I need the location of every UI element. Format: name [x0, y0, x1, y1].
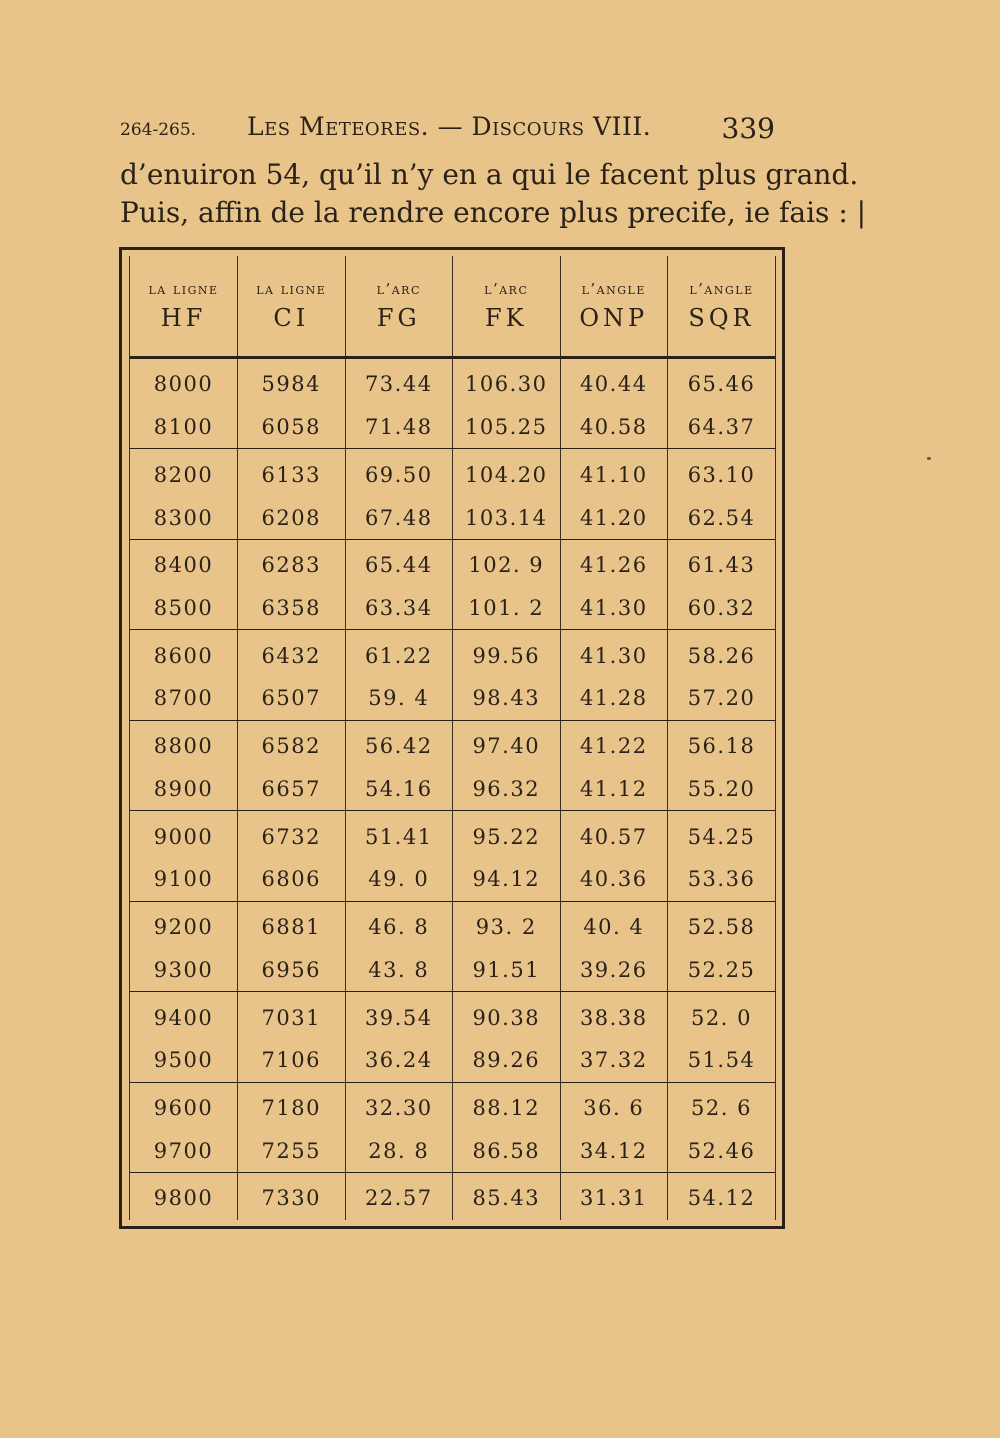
table-cell: 86.58 [453, 1129, 561, 1172]
table-cell: 101. 2 [453, 587, 561, 630]
table-cell: 65.46 [687, 372, 756, 397]
table-cell: 6507 [238, 677, 346, 720]
table-cell: 8700 [130, 677, 238, 720]
table-row [130, 1039, 775, 1082]
table-cell: 96.32 [453, 768, 561, 811]
table-cell: 71.48 [345, 406, 453, 449]
table-cell: 40.57 [560, 811, 668, 858]
table-body [130, 358, 775, 1221]
table-row [130, 811, 775, 858]
column-header-small: l’arc [376, 280, 421, 298]
table-cell: 22.57 [345, 1172, 453, 1220]
table-cell: 52. 0 [691, 1005, 752, 1030]
table-cell: 85.43 [453, 1172, 561, 1220]
table-cell: 104.20 [453, 449, 561, 496]
table-cell: 105.25 [453, 406, 561, 449]
table-row [130, 1129, 775, 1172]
table-cell: 54.16 [345, 768, 453, 811]
table-cell: 9000 [130, 811, 238, 858]
table-cell: 99.56 [453, 630, 561, 677]
table-row [130, 1172, 775, 1220]
table-cell: 8500 [130, 587, 238, 630]
table-cell: 9600 [130, 1082, 238, 1129]
table-cell: 88.12 [453, 1082, 561, 1129]
table-row [130, 539, 775, 586]
table-cell: 40.36 [560, 858, 668, 901]
table-row [130, 992, 775, 1039]
table-cell: 67.48 [345, 496, 453, 539]
table-cell: 7106 [238, 1039, 346, 1082]
table-cell: 52.46 [668, 1129, 776, 1172]
column-header-big: ONP [579, 304, 649, 332]
table-cell: 90.38 [453, 992, 561, 1039]
column-header-small: l’angle [689, 280, 754, 298]
table-cell: 40. 4 [560, 901, 668, 948]
table-cell: 46. 8 [345, 901, 453, 948]
table-row [130, 496, 775, 539]
table-cell: 91.51 [453, 948, 561, 991]
table-cell: 95.22 [453, 811, 561, 858]
column-header-small: l’arc [484, 280, 529, 298]
table-cell: 103.14 [453, 496, 561, 539]
table-cell: 8900 [130, 768, 238, 811]
table-cell: 6358 [238, 587, 346, 630]
table-row [130, 948, 775, 991]
table-cell: 9300 [130, 948, 238, 991]
table-row [130, 630, 775, 677]
table-cell: 94.12 [453, 858, 561, 901]
column-header [453, 256, 561, 358]
table-cell: 63.34 [345, 587, 453, 630]
table-cell: 9200 [130, 901, 238, 948]
table-cell: 102. 9 [453, 539, 561, 586]
table-cell: 36.24 [345, 1039, 453, 1082]
table-cell: 8200 [130, 449, 238, 496]
table-cell: 8000 [130, 358, 238, 406]
table-cell: 61.43 [687, 553, 756, 578]
table-cell: 98.43 [453, 677, 561, 720]
table-cell: 8600 [130, 630, 238, 677]
table-cell: 89.26 [453, 1039, 561, 1082]
table-row [130, 768, 775, 811]
table-cell: 9800 [130, 1172, 238, 1220]
table-cell: 6732 [238, 811, 346, 858]
table-cell: 97.40 [453, 720, 561, 767]
paper-speck [927, 457, 931, 460]
running-head [120, 112, 775, 148]
data-table-frame [119, 247, 785, 1229]
text-line: d’enuiron 54, qu’il n’y en a qui le facent plus grand. [120, 158, 859, 191]
table-cell: 8300 [130, 496, 238, 539]
table-row [130, 901, 775, 948]
table-cell: 5984 [238, 358, 346, 406]
table-cell: 56.18 [687, 734, 756, 759]
table-cell: 41.30 [560, 587, 668, 630]
table-cell: 8400 [130, 539, 238, 586]
column-header-big: HF [160, 304, 207, 332]
table-cell: 31.31 [560, 1172, 668, 1220]
table-cell: 56.42 [345, 720, 453, 767]
table-cell: 41.12 [560, 768, 668, 811]
table-cell: 40.58 [560, 406, 668, 449]
text-line: Puis, affin de la rendre encore plus precife, ie fais : | [120, 196, 867, 229]
table-header-row [130, 256, 775, 358]
table-cell: 36. 6 [560, 1082, 668, 1129]
column-header-small: la ligne [148, 280, 219, 298]
table-cell: 60.32 [668, 587, 776, 630]
table-cell: 6881 [238, 901, 346, 948]
column-header-big: CI [273, 304, 310, 332]
table-cell: 53.36 [668, 858, 776, 901]
table-cell: 8800 [130, 720, 238, 767]
table-cell: 69.50 [345, 449, 453, 496]
folio-reference: 264-265. [120, 120, 197, 140]
table-cell: 41.26 [560, 539, 668, 586]
table-cell: 7330 [238, 1172, 346, 1220]
table-cell: 6582 [238, 720, 346, 767]
table-cell: 59. 4 [345, 677, 453, 720]
table-row [130, 406, 775, 449]
table-cell: 8100 [130, 406, 238, 449]
table-cell: 9500 [130, 1039, 238, 1082]
column-header-small: l’angle [581, 280, 646, 298]
column-header-big: FK [484, 304, 528, 332]
table-cell: 73.44 [345, 358, 453, 406]
table-cell: 7031 [238, 992, 346, 1039]
table-row [130, 677, 775, 720]
column-header-big: SQR [688, 304, 755, 332]
table-cell: 106.30 [453, 358, 561, 406]
table-cell: 6432 [238, 630, 346, 677]
column-header [238, 256, 346, 358]
table-cell: 63.10 [687, 462, 756, 487]
table-cell: 39.54 [345, 992, 453, 1039]
table-cell: 49. 0 [345, 858, 453, 901]
table-cell: 6283 [238, 539, 346, 586]
column-header-small: la ligne [256, 280, 327, 298]
table-cell: 9100 [130, 858, 238, 901]
table-row [130, 587, 775, 630]
data-table [130, 256, 775, 1220]
table-cell: 54.25 [687, 824, 756, 849]
table-cell: 41.20 [560, 496, 668, 539]
table-cell: 55.20 [668, 768, 776, 811]
table-cell: 38.38 [560, 992, 668, 1039]
table-cell: 57.20 [668, 677, 776, 720]
table-cell: 41.28 [560, 677, 668, 720]
table-cell: 41.22 [560, 720, 668, 767]
column-header-big: FG [376, 304, 421, 332]
column-header [345, 256, 453, 358]
table-cell: 61.22 [345, 630, 453, 677]
table-cell: 6208 [238, 496, 346, 539]
table-row [130, 720, 775, 767]
table-cell: 6058 [238, 406, 346, 449]
table-cell: 37.32 [560, 1039, 668, 1082]
table-cell: 39.26 [560, 948, 668, 991]
page-number: 339 [721, 112, 775, 145]
table-cell: 64.37 [668, 406, 776, 449]
table-cell: 52.58 [687, 915, 756, 940]
column-header [560, 256, 668, 358]
table-cell: 6956 [238, 948, 346, 991]
table-cell: 7180 [238, 1082, 346, 1129]
data-table-inner [129, 256, 776, 1220]
column-header [130, 256, 238, 358]
table-cell: 7255 [238, 1129, 346, 1172]
table-cell: 62.54 [668, 496, 776, 539]
table-cell: 51.41 [345, 811, 453, 858]
table-row [130, 358, 775, 406]
table-cell: 6133 [238, 449, 346, 496]
table-cell: 9400 [130, 992, 238, 1039]
table-cell: 28. 8 [345, 1129, 453, 1172]
table-cell: 9700 [130, 1129, 238, 1172]
running-title: Les Meteores. — Discours VIII. [247, 112, 652, 141]
table-cell: 58.26 [687, 643, 756, 668]
table-row [130, 858, 775, 901]
body-paragraph [120, 156, 867, 232]
table-cell: 52.25 [668, 948, 776, 991]
table-cell: 43. 8 [345, 948, 453, 991]
table-row [130, 449, 775, 496]
table-cell: 51.54 [668, 1039, 776, 1082]
table-cell: 6806 [238, 858, 346, 901]
table-cell: 52. 6 [691, 1095, 752, 1120]
table-cell: 6657 [238, 768, 346, 811]
table-cell: 54.12 [687, 1186, 756, 1211]
table-row [130, 1082, 775, 1129]
column-header [668, 256, 776, 358]
table-cell: 93. 2 [453, 901, 561, 948]
table-cell: 65.44 [345, 539, 453, 586]
table-cell: 41.30 [560, 630, 668, 677]
table-cell: 41.10 [560, 449, 668, 496]
table-cell: 32.30 [345, 1082, 453, 1129]
table-cell: 34.12 [560, 1129, 668, 1172]
table-cell: 40.44 [560, 358, 668, 406]
